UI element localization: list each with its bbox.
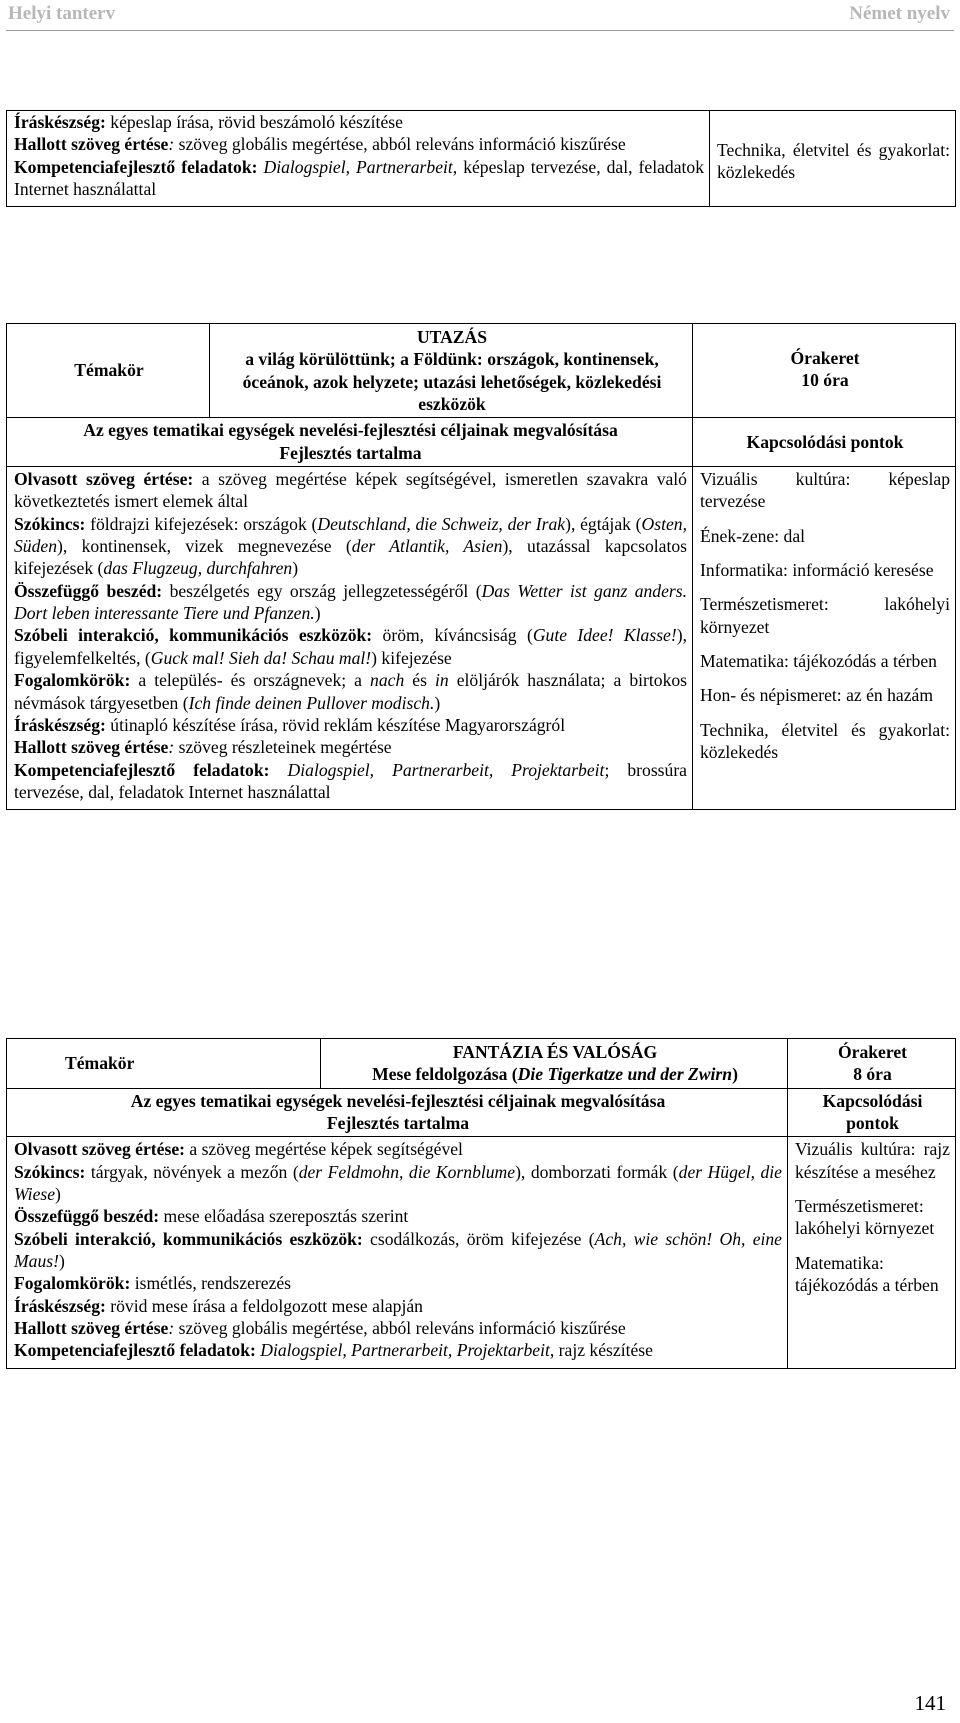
- link-item: Informatika: információ keresése: [700, 560, 934, 581]
- page-number: 141: [914, 1691, 946, 1715]
- continuation-links-cell: [710, 111, 956, 207]
- utazas-table: [6, 323, 956, 810]
- temakor-cell: [7, 324, 210, 418]
- orakeret-label: Órakeret: [837, 1042, 908, 1062]
- link-item: Természetismeret: lakóhelyi környezet: [795, 1196, 935, 1239]
- topic-subtitle: Mese feldolgozása (Die Tigerkatze und der Zwirn): [372, 1064, 738, 1085]
- kapcs-heading: Kapcsolódási pontok: [746, 431, 904, 452]
- link-item: Technika, életvitel és gyakorlat: közlekedés: [700, 719, 950, 763]
- content-paragraph: Fogalomkörök: a település- és országnevek; a nach és in elöljárók használata; a birtokos névmások tárgyesetben (Ich finde deinen Pullover modisch.): [14, 670, 688, 713]
- header-rule: [6, 30, 954, 31]
- topic-cell: [210, 324, 693, 418]
- content-paragraph: Szókincs: földrajzi kifejezések: országok (Deutschland, die Schweiz, der Irak), égtájak (Osten, Süden), kontinensek, vizek megnevezése (der Atlantik, Asien), utazással kapcsolatos kifejezések (das Flugzeug, durchfahren): [14, 513, 687, 579]
- link-item: Technika, életvitel és gyakorlat: közlekedés: [717, 140, 950, 183]
- dev-heading: Fejlesztés tartalma: [279, 442, 422, 463]
- content-paragraph: Összefüggő beszéd: mese előadása szereposztás szerint: [14, 1206, 409, 1227]
- content-paragraph: Íráskészség: útinapló készítése írása, rövid reklám készítése Magyarországról: [14, 714, 566, 735]
- fantazia-table: [6, 1038, 956, 1369]
- topic-subtitle: a világ körülöttünk; a Földünk: országok, kontinensek, óceánok, azok helyzete; utazási lehetőségek, közlekedési eszközök: [242, 349, 662, 415]
- content-paragraph: Kompetenciafejlesztő feladatok: Dialogspiel, Partnerarbeit, képeslap tervezése, dal, feladatok Internet használattal: [14, 156, 704, 200]
- continuation-table: [6, 110, 956, 207]
- content-paragraph: Hallott szöveg értése: szöveg részleteinek megértése: [14, 737, 392, 758]
- orakeret-cell: [788, 1039, 956, 1089]
- link-item: Vizuális kultúra: rajz készítése a meséhez: [795, 1139, 950, 1182]
- goals-heading-cell: [7, 418, 693, 467]
- goals-heading: Az egyes tematikai egységek nevelési-fejlesztési céljainak megvalósítása: [83, 420, 618, 441]
- content-paragraph: Íráskészség: képeslap írása, rövid beszámoló készítése: [14, 112, 403, 132]
- continuation-content-cell: [7, 111, 710, 207]
- orakeret-cell: [693, 324, 956, 418]
- utazas-content: [14, 468, 687, 803]
- content-paragraph: Kompetenciafejlesztő feladatok: Dialogspiel, Partnerarbeit, Projektarbeit; brossúra tervezése, dal, feladatok Internet használattal: [14, 759, 687, 802]
- kapcs-heading-cell: [693, 418, 956, 467]
- content-paragraph: Olvasott szöveg értése: a szöveg megértése képek segítségével, ismeretlen szavakra való következtetés ismert elemek által: [14, 469, 687, 512]
- content-paragraph: Fogalomkörök: ismétlés, rendszerezés: [14, 1273, 292, 1294]
- link-item: Vizuális kultúra: képeslap tervezése: [700, 469, 950, 512]
- goals-heading: Az egyes tematikai egységek nevelési-fejlesztési céljainak megvalósítása: [130, 1090, 666, 1111]
- orakeret-value: 10 óra: [801, 370, 849, 391]
- content-paragraph: Kompetenciafejlesztő feladatok: Dialogspiel, Partnerarbeit, Projektarbeit, rajz készítése: [14, 1340, 653, 1361]
- utazas-content-cell: [7, 467, 693, 810]
- header-right: Német nyelv: [849, 3, 950, 24]
- content-paragraph: Szóbeli interakció, kommunikációs eszközök: csodálkozás, öröm kifejezése (Ach, wie schön! Oh, eine Maus!): [14, 1228, 782, 1272]
- link-item: Természetismeret: lakóhelyi környezet: [700, 594, 950, 637]
- goals-heading-cell: [7, 1088, 788, 1137]
- content-paragraph: Szóbeli interakció, kommunikációs eszközök: öröm, kíváncsiság (Gute Idee! Klasse!), figyelemfelkeltés, (Guck mal! Sieh da! Schau mal!) kifejezése: [14, 625, 687, 668]
- content-paragraph: Olvasott szöveg értése: a szöveg megértése képek segítségével: [14, 1139, 463, 1160]
- content-paragraph: Hallott szöveg értése: szöveg globális megértése, abból releváns információ kiszűrése: [14, 134, 626, 155]
- header-left: Helyi tanterv: [8, 3, 116, 24]
- fantazia-links-cell: [788, 1137, 956, 1368]
- temakor-label: Témakör: [65, 1052, 135, 1073]
- content-paragraph: Íráskészség: rövid mese írása a feldolgozott mese alapján: [14, 1295, 423, 1316]
- link-item: Matematika: tájékozódás a térben: [795, 1252, 939, 1296]
- continuation-content: [14, 111, 704, 200]
- content-paragraph: Szókincs: tárgyak, növények a mezőn (der Feldmohn, die Kornblume), domborzati formák (der Hügel, die Wiese): [14, 1161, 782, 1205]
- kapcs-heading: Kapcsolódási pontok: [822, 1090, 923, 1134]
- dev-heading: Fejlesztés tartalma: [326, 1113, 470, 1134]
- utazas-links-cell: [693, 467, 956, 810]
- orakeret-value: 8 óra: [853, 1064, 892, 1085]
- topic-title: FANTÁZIA ÉS VALÓSÁG: [452, 1042, 658, 1062]
- temakor-label: Témakör: [74, 360, 144, 381]
- link-item: Hon- és népismeret: az én hazám: [700, 685, 934, 706]
- link-item: Matematika: tájékozódás a térben: [700, 651, 937, 672]
- kapcs-heading-cell: [788, 1088, 956, 1137]
- fantazia-content: [14, 1138, 782, 1361]
- fantazia-content-cell: [7, 1137, 788, 1368]
- orakeret-label: Órakeret: [790, 348, 860, 368]
- running-header: [8, 2, 950, 32]
- content-paragraph: Összefüggő beszéd: beszélgetés egy ország jellegzetességéről (Das Wetter ist ganz anders. Dort leben interessante Tiere und Pfanzen.): [14, 580, 687, 624]
- temakor-cell: [7, 1039, 321, 1089]
- topic-cell: [321, 1039, 788, 1089]
- topic-title: UTAZÁS: [416, 327, 488, 347]
- link-item: Ének-zene: dal: [700, 525, 806, 546]
- content-paragraph: Hallott szöveg értése: szöveg globális megértése, abból releváns információ kiszűrése: [14, 1318, 626, 1339]
